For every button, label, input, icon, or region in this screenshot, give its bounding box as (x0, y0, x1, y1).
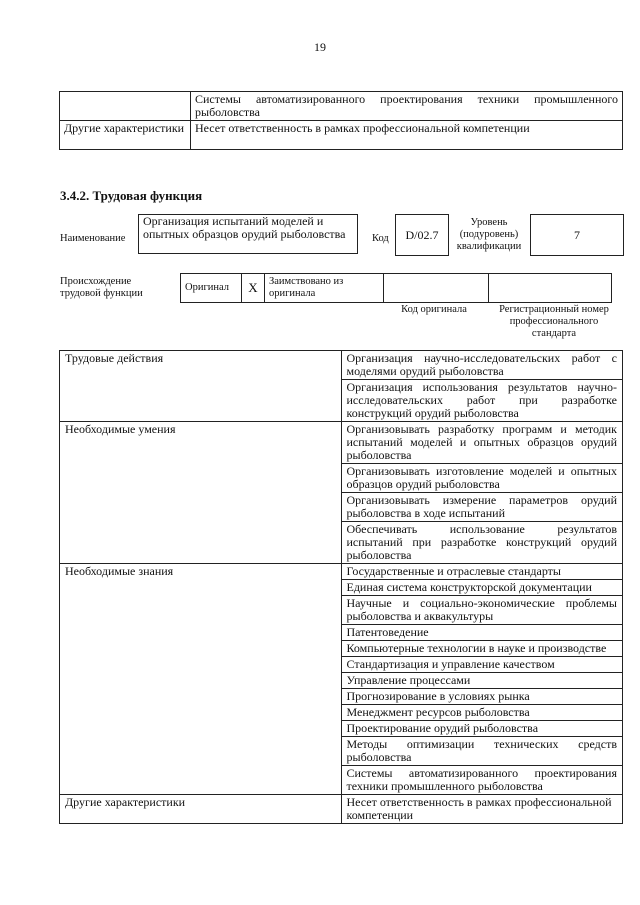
row-label (60, 92, 191, 121)
list-item: Организация использования результатов научно-исследовательских работ при разработке конструкций орудий рыболовства (341, 380, 623, 422)
original-mark: X (242, 274, 265, 303)
list-item: Организация научно-исследовательских работ с моделями орудий рыболовства (341, 351, 623, 380)
list-item: Управление процессами (341, 673, 623, 689)
list-item: Стандартизация и управление качеством (341, 657, 623, 673)
row-text: Несет ответственность в рамках профессиональной компетенции (191, 121, 623, 150)
section-label-skills: Необходимые умения (60, 422, 342, 564)
level-value-box: 7 (530, 214, 624, 256)
table-row (60, 422, 623, 464)
borrowed-label: Заимствовано из оригинала (265, 274, 384, 303)
original-label: Оригинал (181, 274, 242, 303)
list-item: Патентоведение (341, 625, 623, 641)
table-row (60, 795, 623, 824)
row-label: Другие характеристики (60, 121, 191, 150)
table-row (60, 92, 623, 121)
list-item: Организовывать измерение параметров орудий рыболовства в ходе испытаний (341, 493, 623, 522)
code-original-cell (384, 274, 489, 303)
code-label: Код (372, 233, 389, 244)
section-label-actions: Трудовые действия (60, 351, 342, 422)
list-item: Научные и социально-экономические проблемы рыболовства и аквакультуры (341, 596, 623, 625)
list-item: Прогнозирование в условиях рынка (341, 689, 623, 705)
origin-label: Происхождение трудовой функции (60, 276, 143, 299)
function-details-table (59, 350, 623, 824)
list-item: Менеджмент ресурсов рыболовства (341, 705, 623, 721)
table-row (60, 564, 623, 580)
code-original-caption: Код оригинала (401, 304, 467, 315)
list-item: Обеспечивать использование результатов испытаний при разработке конструкций орудий рыболовства (341, 522, 623, 564)
origin-table (180, 273, 612, 303)
list-item: Несет ответственность в рамках профессиональной компетенции (341, 795, 623, 824)
list-item: Компьютерные технологии в науке и производстве (341, 641, 623, 657)
list-item: Организовывать разработку программ и методик испытаний моделей и опытных образцов орудий рыболовства (341, 422, 623, 464)
row-text: Системы автоматизированного проектирования техники промышленного рыболовства (191, 92, 623, 121)
list-item: Методы оптимизации технических средств рыболовства (341, 737, 623, 766)
code-value-box: D/02.7 (395, 214, 449, 256)
section-title: 3.4.2. Трудовая функция (60, 188, 203, 203)
table-row (60, 351, 623, 380)
table-row (60, 121, 623, 150)
table-row (181, 274, 612, 303)
page-number: 19 (314, 40, 326, 54)
name-label: Наименование (60, 233, 126, 244)
function-name-box: Организация испытаний моделей и опытных образцов орудий рыболовства (138, 214, 358, 254)
reg-number-cell (489, 274, 612, 303)
list-item: Организовывать изготовление моделей и опытных образцов орудий рыболовства (341, 464, 623, 493)
section-label-knowledge: Необходимые знания (60, 564, 342, 795)
list-item: Единая система конструкторской документации (341, 580, 623, 596)
level-label: Уровень (подуровень) квалификации (456, 217, 522, 252)
section-label-other: Другие характеристики (60, 795, 342, 824)
reg-number-caption: Регистрационный номер профессионального стандарта (499, 304, 609, 339)
list-item: Проектирование орудий рыболовства (341, 721, 623, 737)
list-item: Системы автоматизированного проектирования техники промышленного рыболовства (341, 766, 623, 795)
top-continuation-table (59, 91, 623, 150)
list-item: Государственные и отраслевые стандарты (341, 564, 623, 580)
